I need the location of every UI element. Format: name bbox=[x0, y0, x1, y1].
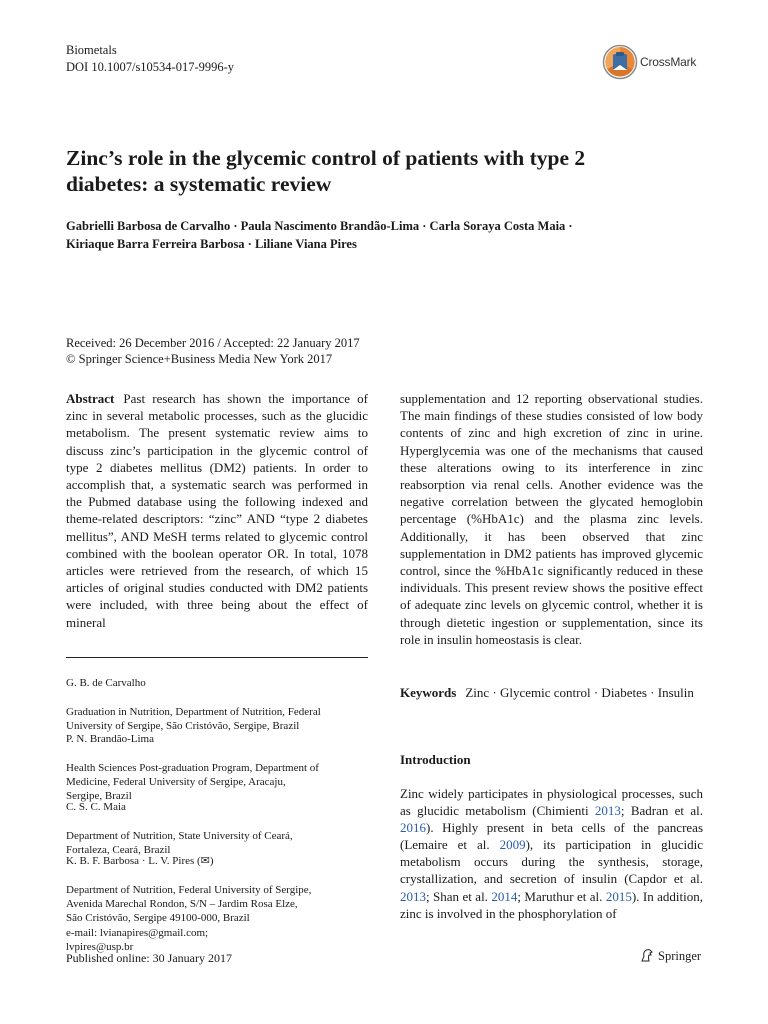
crossmark-label: CrossMark bbox=[640, 55, 697, 69]
abstract-text-right: supplementation and 12 reporting observational studies. The main findings of these studies consisted of low body contents of zinc and high excretion of zinc in urine. Hyperglycemia was one of the mechanisms that caused these alterations owing to its interference in zinc reabsorption via renal cells. Another evidence was the negative correlation between the glycated hemoglobin percentage (%HbA1c) and the plasma zinc levels. Additionally, it has been observed that zinc supplementation in DM2 patients has improved glycemic control, since the %HbA1c significantly reduced in these individuals. This present review shows the positive effect of adequate zinc levels on glycemic control, whether it is through dietetic ingestion or supplementation, since its role in insulin homeostasis is clear. bbox=[400, 391, 703, 647]
affiliation-names: P. N. Brandão-Lima bbox=[66, 733, 154, 746]
intro-text-run: ; Shan et al. bbox=[426, 888, 492, 904]
affiliation-names: G. B. de Carvalho bbox=[66, 677, 146, 690]
abstract-text-left: Past research has shown the importance of zinc in several metabolic processes, such as the glucidic metabolism. The present systematic review aims to discuss zinc’s participation in the glycemic control of type 2 diabetes mellitus (DM2) patients. In order to accomplish that, a systematic search was performed in the Pubmed database using the following indexed and theme-related descriptors: “zinc” AND “type 2 diabetes mellitus”, AND MeSH terms related to glycemic control combined with the boolean operator OR. In total, 1078 articles were retrieved from the research, of which 15 articles of original studies conducted with DM2 patients were included, with three being about the effect of mineral bbox=[66, 391, 368, 630]
abstract-left-column bbox=[66, 390, 368, 631]
introduction-heading: Introduction bbox=[400, 752, 471, 767]
article-title: Zinc’s role in the glycemic control of patients with type 2 diabetes: a systematic review bbox=[66, 146, 586, 196]
citation-link[interactable]: 2009 bbox=[499, 837, 526, 853]
publisher-logo bbox=[640, 949, 701, 964]
affiliation-divider bbox=[66, 657, 368, 658]
author-list: Gabrielli Barbosa de Carvalho · Paula Nascimento Brandão-Lima · Carla Soraya Costa Maia · Kiriaque Barra Ferreira Barbosa · Liliane Viana Pires bbox=[66, 219, 573, 251]
crossmark-icon bbox=[602, 44, 638, 80]
published-online-date: Published online: 30 January 2017 bbox=[66, 951, 232, 965]
crossmark-badge[interactable] bbox=[602, 44, 712, 82]
affiliation-details: Health Sciences Post-graduation Program, Department of Medicine, Federal University of Sergipe, Aracaju, Sergipe, Brazil bbox=[66, 761, 319, 803]
publisher-name: Springer bbox=[658, 949, 702, 963]
doi[interactable]: DOI 10.1007/s10534-017-9996-y bbox=[66, 60, 235, 74]
affiliation-details: Department of Nutrition, Federal University of Sergipe, Avenida Marechal Rondon, S/N – Jardim Rosa Elze, São Cristóvão, Sergipe 49100-000, Brazil e-mail: lvianapires@gmail.com; lvpires@usp.br bbox=[66, 883, 312, 954]
journal-header bbox=[66, 42, 234, 76]
keywords bbox=[400, 684, 703, 701]
intro-text-run: ). In addition, zinc is involved in the phosphorylation of bbox=[400, 888, 703, 921]
intro-text-run: ), its participation in glucidic metabolism occurs during the synthesis, storage, crystallization, and secretion of insulin (Capdor et al. bbox=[400, 837, 703, 887]
journal-name: Biometals bbox=[66, 43, 117, 57]
intro-text-run: ; Maruthur et al. bbox=[517, 888, 606, 904]
introduction-text bbox=[400, 785, 703, 922]
abstract-right-column bbox=[400, 390, 703, 648]
received-accepted-dates: Received: 26 December 2016 / Accepted: 22 January 2017 © Springer Science+Business Media New York 2017 bbox=[66, 336, 360, 366]
citation-link[interactable]: 2016 bbox=[400, 820, 426, 836]
affiliation-names: K. B. F. Barbosa · L. V. Pires (✉) bbox=[66, 855, 214, 868]
intro-text-run: ). Highly present in beta cells of the pancreas (Lemaire et al. bbox=[400, 820, 703, 853]
citation-link[interactable]: 2014 bbox=[491, 888, 518, 904]
abstract-label: Abstract bbox=[66, 391, 115, 406]
citation-link[interactable]: 2015 bbox=[605, 888, 632, 904]
keywords-label: Keywords bbox=[400, 685, 457, 700]
citation-link[interactable]: 2013 bbox=[594, 803, 621, 819]
citation-link[interactable]: 2013 bbox=[400, 888, 426, 904]
springer-horse-icon bbox=[640, 949, 654, 962]
affiliation-details: Department of Nutrition, State University of Ceará, Fortaleza, Ceará, Brazil bbox=[66, 829, 293, 857]
affiliation-details: Graduation in Nutrition, Department of Nutrition, Federal University of Sergipe, São Cristóvão, Sergipe, Brazil bbox=[66, 705, 321, 733]
intro-text-run: ; Badran et al. bbox=[620, 803, 703, 819]
intro-text-run: Zinc widely participates in physiological processes, such as glucidic metabolism (Chimienti bbox=[400, 786, 703, 819]
keywords-text: Zinc · Glycemic control · Diabetes · Insulin bbox=[465, 685, 694, 700]
affiliation-block bbox=[66, 840, 368, 969]
affiliation-names: C. S. C. Maia bbox=[66, 801, 126, 814]
